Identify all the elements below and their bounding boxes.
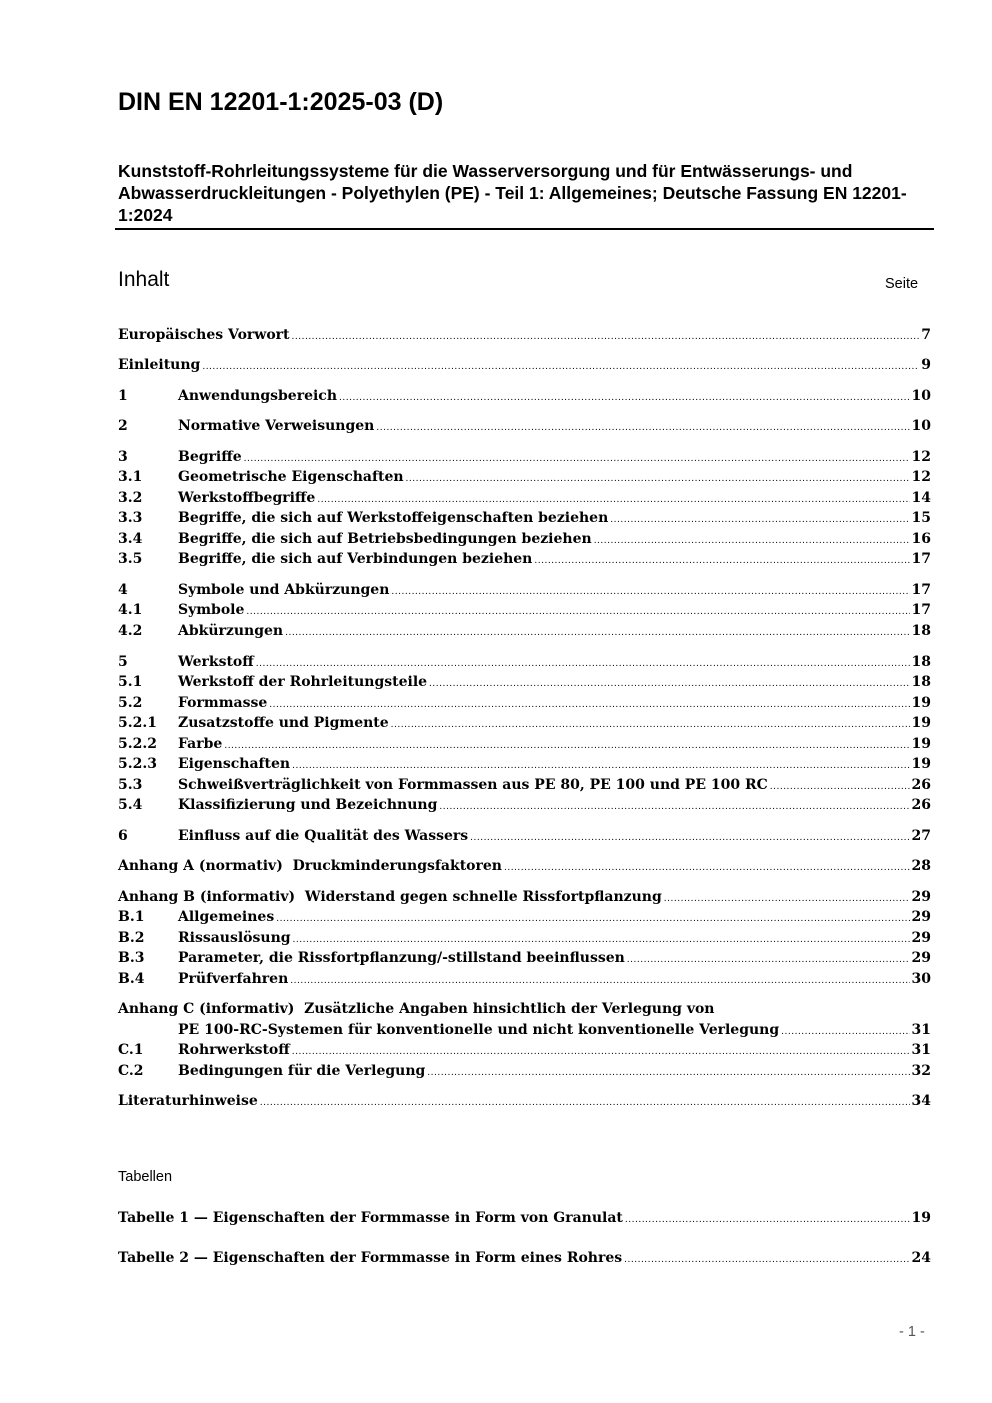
toc-page: 10 [911,418,931,434]
leader-dots [269,693,909,715]
toc-number: C.1 [118,1042,144,1058]
toc-entry[interactable] [118,969,931,989]
toc-entry[interactable] [118,907,931,927]
leader-dots [625,1208,910,1230]
toc-number: B.1 [118,909,145,925]
toc-title: PE 100-RC-Systemen für konventionelle und nicht konventionelle Verlegung [178,1022,780,1038]
toc-entry[interactable] [118,355,931,375]
toc-number: 3 [118,449,128,465]
toc-entry[interactable] [118,1040,931,1060]
toc-entry[interactable] [118,754,931,774]
tables-heading: Tabellen [118,1169,173,1185]
toc-number: 5.2 [118,695,143,711]
toc-title: Begriffe, die sich auf Verbindungen beziehen [178,551,533,567]
toc-entry[interactable] [118,672,931,692]
leader-dots [317,488,909,510]
leader-dots [276,907,909,929]
leader-dots [224,734,909,756]
toc-title: Eigenschaften [178,756,291,772]
toc-page: 27 [911,828,931,844]
toc-title: Symbole und Abkürzungen [178,582,390,598]
toc-entry[interactable] [118,508,931,528]
toc-entry[interactable] [118,447,931,467]
leader-dots [202,355,919,377]
document-id: DIN EN 12201-1:2025-03 (D) [118,88,444,116]
toc-number: B.3 [118,950,145,966]
toc-title: Einfluss auf die Qualität des Wassers [178,828,469,844]
leader-dots [470,826,909,848]
toc-number: 4.1 [118,602,143,618]
toc-title: Anhang A (normativ) Druckminderungsfaktoren [118,858,502,874]
toc-page: 19 [911,715,931,731]
toc-entry[interactable] [118,1061,931,1081]
toc-page: 34 [911,1093,931,1109]
toc-page: 31 [911,1042,931,1058]
toc-page: 17 [911,551,931,567]
toc-entry[interactable] [118,775,931,795]
leader-dots [391,580,909,602]
toc-title: Anhang B (informativ) Widerstand gegen schnelle Rissfortpflanzung [118,889,662,905]
toc-entry[interactable] [118,488,931,508]
toc-number: 4.2 [118,623,143,639]
toc-page: 32 [911,1063,931,1079]
toc-page: 29 [911,930,931,946]
toc-page: 26 [911,797,931,813]
toc-number: C.2 [118,1063,144,1079]
toc-entry[interactable] [118,652,931,672]
title-divider [115,228,934,230]
leader-dots [285,621,909,643]
toc-title: Rohrwerkstoff [178,1042,290,1058]
toc-entry[interactable] [118,826,931,846]
toc-title: Klassifizierung und Bezeichnung [178,797,438,813]
toc-title: Anwendungsbereich [178,388,337,404]
toc-page: 12 [911,469,931,485]
toc-number: 3.2 [118,490,143,506]
toc-title: Schweißverträglichkeit von Formmassen aus PE 80, PE 100 und PE 100 RC [178,777,768,793]
toc-number: 3.5 [118,551,143,567]
leader-dots [376,416,909,438]
leader-dots [292,325,920,347]
toc-entry[interactable] [118,325,931,345]
toc-page: 18 [911,674,931,690]
toc-entry[interactable] [118,621,931,641]
leader-dots [244,447,910,469]
toc-entry-annex-c-line1[interactable]: Anhang C (informativ) Zusätzliche Angaben hinsichtlich der Verlegung von [118,1001,715,1017]
toc-entry[interactable] [118,1091,931,1111]
toc-title: Begriffe, die sich auf Betriebsbedingungen beziehen [178,531,592,547]
toc-number: 5.2.3 [118,756,157,772]
toc-entry[interactable] [118,386,931,406]
toc-number: 3.1 [118,469,143,485]
toc-title: Normative Verweisungen [178,418,375,434]
leader-dots [246,600,909,622]
leader-dots [293,928,910,950]
toc-entry[interactable] [118,467,931,487]
toc-page: 19 [911,736,931,752]
toc-page: 29 [911,889,931,905]
toc-number: 5.4 [118,797,143,813]
leader-dots [624,1248,909,1270]
toc-title: Werkstoff der Rohrleitungsteile [178,674,428,690]
toc-page: 7 [921,327,931,343]
toc-number: 1 [118,388,128,404]
toc-entry[interactable] [118,416,931,436]
leader-dots [260,1091,910,1113]
toc-title: Formmasse [178,695,268,711]
leader-dots [664,887,910,909]
toc-number: 5 [118,654,128,670]
toc-number: 2 [118,418,128,434]
table-page: 19 [911,1210,931,1226]
toc-title: Literaturhinweise [118,1093,258,1109]
leader-dots [627,948,910,970]
toc-page: 17 [911,602,931,618]
leader-dots [292,754,909,776]
toc-entry[interactable] [118,948,931,968]
toc-title: Farbe [178,736,223,752]
toc-page: 14 [911,490,931,506]
toc-page: 16 [911,531,931,547]
table-title: Tabelle 1 — Eigenschaften der Formmasse in Form von Granulat [118,1210,623,1226]
leader-dots [781,1020,909,1042]
document-title: Kunststoff-Rohrleitungssysteme für die Wasserversorgung und für Entwässerungs- und Abwasserdruckleitungen - Polyethylen (PE) - Teil 1: Allgemeines; Deutsche Fassung EN 12201-1:2024 [118,161,907,225]
toc-entry[interactable] [118,887,931,907]
toc-title: Geometrische Eigenschaften [178,469,404,485]
leader-dots [770,775,910,797]
toc-number: 4 [118,582,128,598]
table-page: 24 [911,1250,931,1266]
toc-page: 18 [911,654,931,670]
toc-page: 9 [921,357,931,373]
leader-dots [256,652,910,674]
table-list-entry[interactable] [118,1208,931,1228]
toc-number: 5.2.2 [118,736,157,752]
toc-title: Begriffe [178,449,242,465]
leader-dots [610,508,909,530]
toc-entry[interactable] [118,928,931,948]
toc-entry[interactable] [118,713,931,733]
leader-dots [594,529,910,551]
leader-dots [534,549,909,571]
leader-dots [504,856,910,878]
leader-dots [290,969,909,991]
toc-number: B.4 [118,971,145,987]
toc-title: Europäisches Vorwort [118,327,290,343]
toc-page: 17 [911,582,931,598]
leader-dots [427,1061,909,1083]
toc-page: 12 [911,449,931,465]
toc-number: 5.2.1 [118,715,157,731]
toc-page: 26 [911,777,931,793]
leader-dots [391,713,910,735]
toc-entry[interactable] [118,693,931,713]
leader-dots [339,386,910,408]
leader-dots [439,795,909,817]
toc-number: 5.1 [118,674,143,690]
leader-dots [429,672,909,694]
toc-title: Zusatzstoffe und Pigmente [178,715,389,731]
toc-entry[interactable] [118,1020,931,1040]
toc-entry[interactable] [118,580,931,600]
toc-title: Einleitung [118,357,201,373]
toc-number: 6 [118,828,128,844]
toc-page: 29 [911,950,931,966]
toc-page: 19 [911,756,931,772]
toc-entry[interactable] [118,856,931,876]
toc-title: Prüfverfahren [178,971,289,987]
toc-number: 5.3 [118,777,143,793]
toc-title: Abkürzungen [178,623,284,639]
page-column-heading: Seite [885,276,919,292]
leader-dots [292,1040,910,1062]
toc-title: Werkstoffbegriffe [178,490,316,506]
toc-page: 28 [911,858,931,874]
toc-page: 15 [911,510,931,526]
table-title: Tabelle 2 — Eigenschaften der Formmasse in Form eines Rohres [118,1250,623,1266]
toc-page: 29 [911,909,931,925]
toc-number: B.2 [118,930,145,946]
contents-heading: Inhalt [118,268,170,291]
toc-title: Werkstoff [178,654,254,670]
toc-page: 30 [911,971,931,987]
toc-title: Rissauslösung [178,930,291,946]
toc-title: Begriffe, die sich auf Werkstoffeigenschaften beziehen [178,510,609,526]
toc-title: Symbole [178,602,245,618]
toc-page: 10 [911,388,931,404]
toc-entry[interactable] [118,529,931,549]
toc-entry[interactable] [118,734,931,754]
toc-number: 3.4 [118,531,143,547]
toc-title: Allgemeines [178,909,275,925]
leader-dots [406,467,910,489]
table-list-entry[interactable] [118,1248,931,1268]
toc-entry[interactable] [118,795,931,815]
toc-page: 31 [911,1022,931,1038]
page-number: - 1 - [899,1324,925,1340]
toc-title: Bedingungen für die Verlegung [178,1063,426,1079]
toc-entry[interactable] [118,549,931,569]
toc-page: 18 [911,623,931,639]
toc-page: 19 [911,695,931,711]
toc-title: Parameter, die Rissfortpflanzung/-stillstand beeinflussen [178,950,625,966]
toc-entry[interactable] [118,600,931,620]
toc-number: 3.3 [118,510,143,526]
